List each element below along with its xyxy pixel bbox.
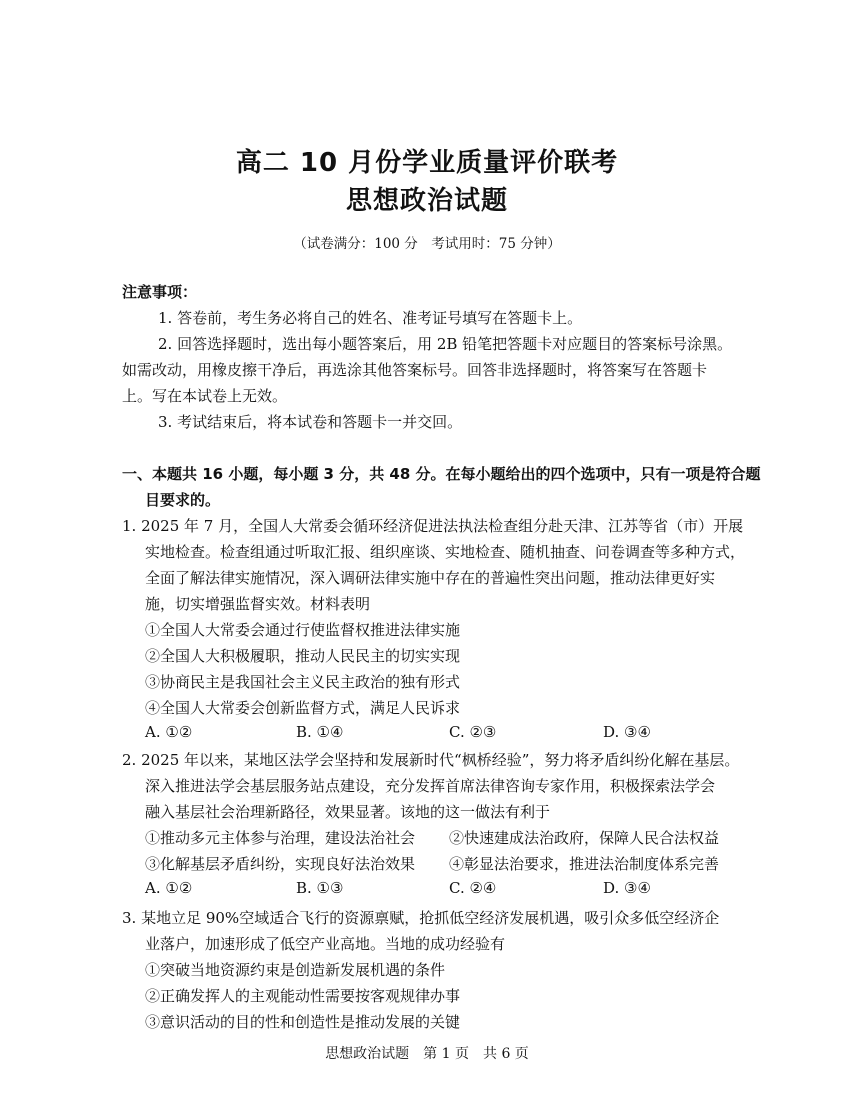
q2-statement-1: ①推动多元主体参与治理，建设法治社会 (145, 829, 416, 847)
q2-statement-3: ③化解基层矛盾纠纷，实现良好法治效果 (145, 855, 416, 873)
q1-statement-4: ④全国人大常委会创新监督方式，满足人民诉求 (145, 699, 461, 717)
section-heading-line2: 目要求的。 (145, 491, 221, 509)
q2-option-a: A. ①② (145, 879, 193, 897)
notice-heading: 注意事项： (122, 283, 198, 301)
q2-stem-line: 深入推进法学会基层服务站点建设，充分发挥首席法律咨询专家作用，积极探索法学会 (145, 777, 716, 795)
page-footer: 思想政治试题 第 1 页 共 6 页 (325, 1046, 529, 1062)
q2-stem-line: 融入基层社会治理新路径，效果显著。该地的这一做法有利于 (145, 803, 551, 821)
q3-statement-3: ③意识活动的目的性和创造性是推动发展的关键 (145, 1013, 461, 1031)
q1-option-d: D. ③④ (603, 723, 651, 741)
subject-title: 思想政治试题 (345, 186, 508, 216)
q1-statement-1: ①全国人大常委会通过行使监督权推进法律实施 (145, 621, 461, 639)
q2-stem-line: 2. 2025 年以来，某地区法学会坚持和发展新时代“枫桥经验”，努力将矛盾纠纷化解在基层。 (122, 751, 740, 769)
q1-statement-2: ②全国人大积极履职，推动人民民主的切实实现 (145, 647, 461, 665)
q1-stem-line: 实地检查。检查组通过听取汇报、组织座谈、实地检查、随机抽查、问卷调查等多种方式， (145, 543, 746, 561)
notice-item-3: 3. 考试结束后，将本试卷和答题卡一并交回。 (158, 413, 463, 431)
q1-stem-line: 全面了解法律实施情况，深入调研法律实施中存在的普遍性突出问题，推动法律更好实 (145, 569, 716, 587)
q1-option-b: B. ①④ (296, 723, 344, 741)
q1-stem-line: 施，切实增强监督实效。材料表明 (145, 595, 371, 613)
q1-stem-line: 1. 2025 年 7 月，全国人大常委会循环经济促进法执法检查组分赴天津、江苏等省（市）开展 (122, 517, 744, 535)
q3-stem-line: 3. 某地立足 90%空域适合飞行的资源禀赋，抢抓低空经济发展机遇，吸引众多低空经济企 (122, 909, 720, 927)
q2-option-c: C. ②④ (449, 879, 497, 897)
q2-statement-2: ②快速建成法治政府，保障人民合法权益 (449, 829, 720, 847)
q2-statement-4: ④彰显法治要求，推进法治制度体系完善 (449, 855, 720, 873)
q3-statement-2: ②正确发挥人的主观能动性需要按客观规律办事 (145, 987, 461, 1005)
q3-stem-line: 业落户，加速形成了低空产业高地。当地的成功经验有 (145, 935, 506, 953)
exam-title: 高二 10 月份学业质量评价联考 (235, 148, 619, 178)
notice-item-1: 1. 答卷前，考生务必将自己的姓名、准考证号填写在答题卡上。 (158, 309, 583, 327)
notice-item-2-line1: 2. 回答选择题时，选出每小题答案后，用 2B 铅笔把答题卡对应题目的答案标号涂黑。 (158, 335, 733, 353)
exam-info: （试卷满分：100 分 考试用时：75 分钟） (293, 236, 561, 252)
q2-option-b: B. ①③ (296, 879, 344, 897)
notice-item-2-line3: 上。写在本试卷上无效。 (122, 387, 288, 405)
notice-item-2-line2: 如需改动，用橡皮擦干净后，再选涂其他答案标号。回答非选择题时，将答案写在答题卡 (122, 361, 708, 379)
section-heading-line1: 一、本题共 16 小题，每小题 3 分，共 48 分。在每小题给出的四个选项中，只有一项是符合题 (122, 465, 761, 483)
q2-option-d: D. ③④ (603, 879, 651, 897)
q3-statement-1: ①突破当地资源约束是创造新发展机遇的条件 (145, 961, 446, 979)
q1-option-a: A. ①② (145, 723, 193, 741)
q1-statement-3: ③协商民主是我国社会主义民主政治的独有形式 (145, 673, 461, 691)
q1-option-c: C. ②③ (449, 723, 497, 741)
